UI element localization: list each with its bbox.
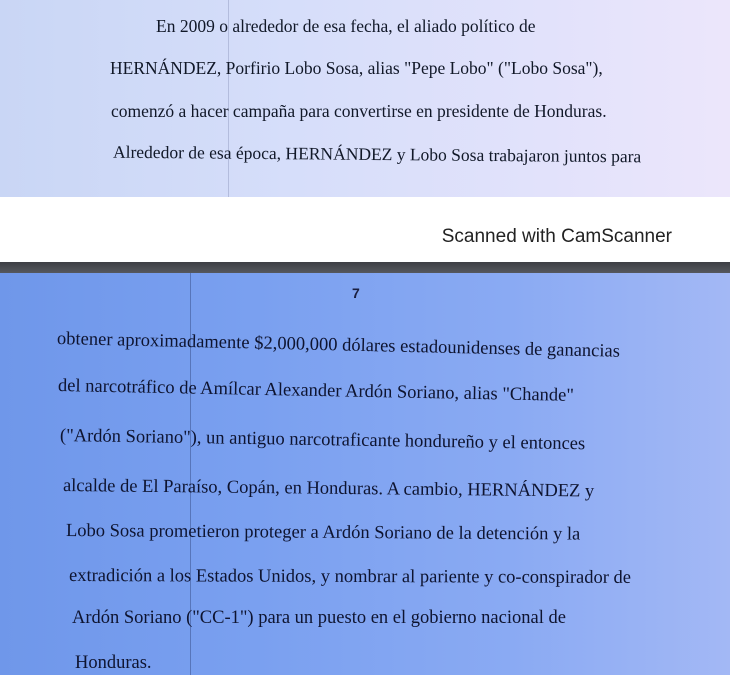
text-line: Honduras. (75, 653, 152, 673)
text-line: del narcotráfico de Amílcar Alexander Ardón Soriano, alias "Chande" (57, 376, 575, 406)
text-line: Ardón Soriano ("CC-1") para un puesto en el gobierno nacional de (72, 608, 566, 628)
page-number: 7 (352, 285, 360, 301)
text-line: Alrededor de esa época, HERNÁNDEZ y Lobo Sosa trabajaron juntos para (112, 141, 642, 167)
text-line: alcalde de El Paraíso, Copán, en Honduras. A cambio, HERNÁNDEZ y (62, 476, 595, 502)
page-separator (0, 262, 730, 273)
text-line: comenzó a hacer campaña para convertirse en presidente de Honduras. (111, 101, 607, 121)
scanned-page-top (0, 0, 730, 197)
camscanner-watermark: Scanned with CamScanner (441, 226, 672, 247)
scanned-page-bottom (0, 273, 730, 675)
text-line: obtener aproximadamente $2,000,000 dólares estadounidenses de ganancias (56, 329, 621, 362)
text-line: En 2009 o alrededor de esa fecha, el aliado político de (156, 16, 536, 36)
text-line: Lobo Sosa prometieron proteger a Ardón Soriano de la detención y la (65, 521, 581, 545)
text-line: HERNÁNDEZ, Porfirio Lobo Sosa, alias "Pepe Lobo" ("Lobo Sosa"), (110, 58, 603, 78)
text-line: extradición a los Estados Unidos, y nombrar al pariente y co-conspirador de (68, 566, 632, 588)
text-line: ("Ardón Soriano"), un antiguo narcotraficante hondureño y el entonces (59, 426, 586, 455)
